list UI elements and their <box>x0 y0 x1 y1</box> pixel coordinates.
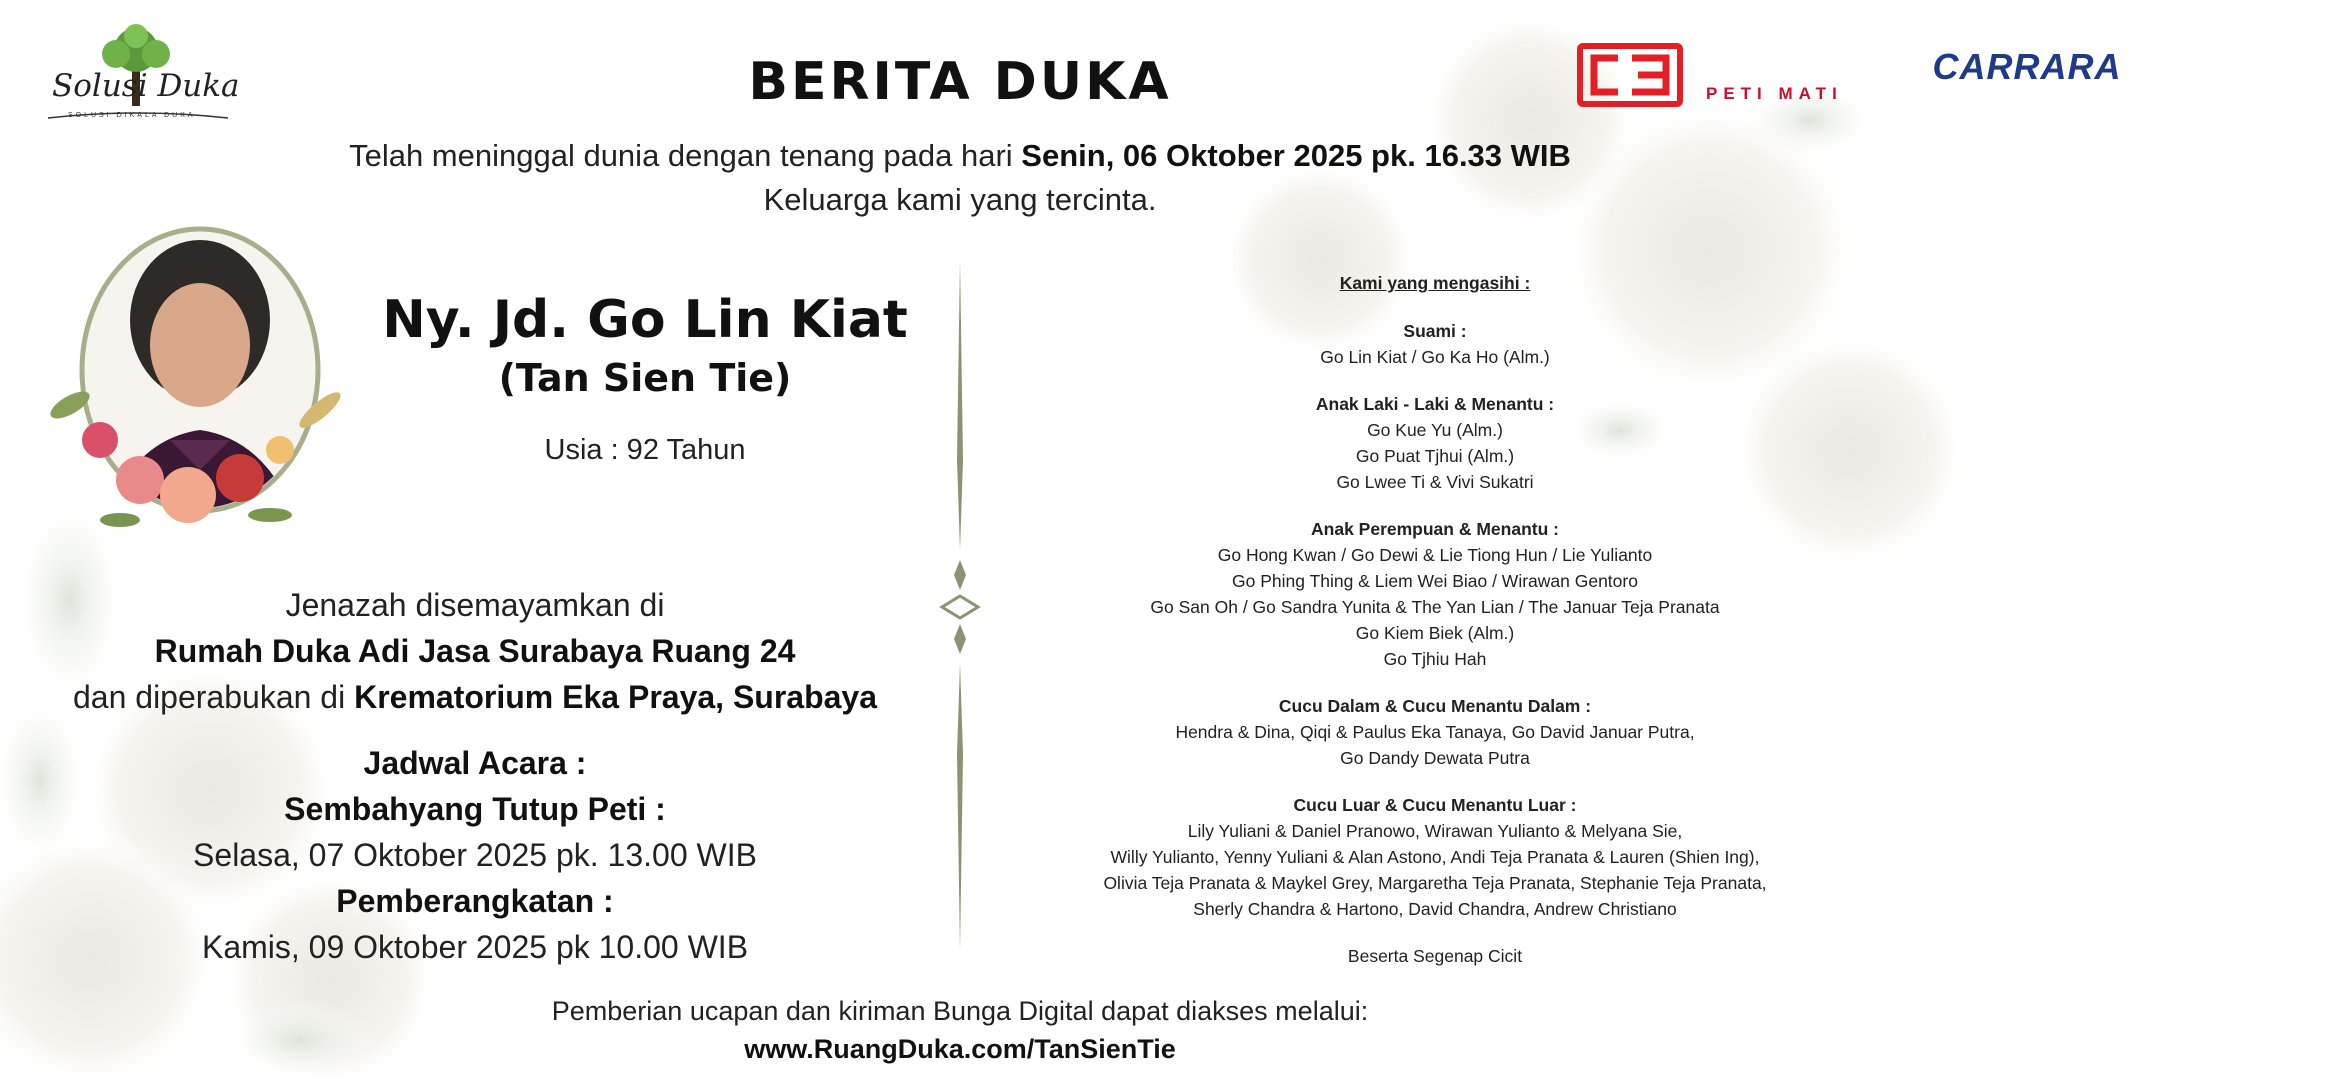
event1-title: Sembahyang Tutup Peti : <box>284 791 666 827</box>
intro-prefix: Telah meninggal dunia dengan tenang pada hari <box>349 138 1013 173</box>
family-member-line: Go San Oh / Go Sandra Yunita & The Yan Lian / The Januar Teja Pranata <box>1150 597 1720 617</box>
carrara-name: CARRARA <box>1932 46 2122 87</box>
family-groups <box>1060 318 1810 922</box>
family-heading: Kami yang mengasihi : <box>1339 273 1531 293</box>
family-group <box>1060 391 1810 495</box>
family-member-line: Olivia Teja Pranata & Maykel Grey, Margaretha Teja Pranata, Stephanie Teja Pranata, <box>1103 873 1767 893</box>
solusi-duka-wordmark: Solusi Duka <box>52 68 240 104</box>
family-member-line: Go Lin Kiat / Go Ka Ho (Alm.) <box>1320 347 1550 367</box>
schedule-heading: Jadwal Acara : <box>363 745 587 781</box>
family-member-line: Go Hong Kwan / Go Dewi & Lie Tiong Hun / Lie Yulianto <box>1217 545 1653 565</box>
family-role: Suami : <box>1403 321 1467 341</box>
family-group <box>1060 792 1810 922</box>
funeral-line1: Jenazah disemayamkan di <box>285 587 665 623</box>
family-group <box>1060 693 1810 771</box>
family-member-line: Hendra & Dina, Qiqi & Paulus Eka Tanaya, Go David Januar Putra, <box>1175 722 1695 742</box>
family-member-line: Go Phing Thing & Liem Wei Biao / Wirawan Gentoro <box>1232 571 1638 591</box>
family-role: Anak Perempuan & Menantu : <box>1311 519 1559 539</box>
family-role: Cucu Dalam & Cucu Menantu Dalam : <box>1278 696 1592 716</box>
family-member-line: Go Lwee Ti & Vivi Sukatri <box>1336 472 1534 492</box>
deceased-name: Ny. Jd. Go Lin Kiat <box>382 290 908 350</box>
family-role: Anak Laki - Laki & Menantu : <box>1315 394 1555 414</box>
event1-time: Selasa, 07 Oktober 2025 pk. 13.00 WIB <box>193 837 757 873</box>
family-group <box>1060 516 1810 672</box>
footer-url-link[interactable]: www.RuangDuka.com/TanSienTie <box>744 1034 1176 1064</box>
intro-date: Senin, 06 Oktober 2025 pk. 16.33 WIB <box>1021 138 1571 173</box>
page-title: BERITA DUKA <box>748 52 1172 112</box>
family-list <box>1060 270 1810 969</box>
intro-text <box>0 134 1920 222</box>
event2-title: Pemberangkatan : <box>336 883 614 919</box>
family-member-line: Go Kue Yu (Alm.) <box>1367 420 1503 440</box>
footer <box>0 992 1920 1068</box>
family-role: Cucu Luar & Cucu Menantu Luar : <box>1293 795 1577 815</box>
family-closing: Beserta Segenap Cicit <box>1347 946 1523 966</box>
footer-line1: Pemberian ucapan dan kiriman Bunga Digital dapat diakses melalui: <box>551 996 1369 1026</box>
family-member-line: Go Puat Tjhui (Alm.) <box>1355 446 1515 466</box>
intro-line2: Keluarga kami yang tercinta. <box>763 182 1157 217</box>
deceased-age: Usia : 92 Tahun <box>544 434 746 466</box>
schedule <box>40 740 910 970</box>
solusi-duka-tagline: SOLUSI DIKALA DUKA <box>68 112 196 119</box>
ornamental-divider <box>930 260 990 950</box>
family-member-line: Willy Yulianto, Yenny Yuliani & Alan Astono, Andi Teja Pranata & Lauren (Shien Ing), <box>1110 847 1760 867</box>
deceased-alias: (Tan Sien Tie) <box>498 356 792 400</box>
family-group <box>1060 318 1810 370</box>
family-member-line: Lily Yuliani & Daniel Pranowo, Wirawan Yulianto & Melyana Sie, <box>1187 821 1683 841</box>
crematorium: Krematorium Eka Praya, Surabaya <box>354 679 878 715</box>
carrara-subtitle: PETI MATI <box>1706 84 1843 103</box>
family-member-line: Go Tjhiu Hah <box>1383 649 1487 669</box>
funeral-line3-prefix: dan diperabukan di <box>72 679 346 715</box>
funeral-info <box>40 582 910 720</box>
event2-time: Kamis, 09 Oktober 2025 pk 10.00 WIB <box>201 929 749 965</box>
family-member-line: Go Kiem Biek (Alm.) <box>1355 623 1515 643</box>
family-member-line: Sherly Chandra & Hartono, David Chandra, Andrew Christiano <box>1193 899 1677 919</box>
portrait-photo <box>30 210 370 550</box>
family-member-line: Go Dandy Dewata Putra <box>1340 748 1530 768</box>
funeral-location: Rumah Duka Adi Jasa Surabaya Ruang 24 <box>154 633 796 669</box>
